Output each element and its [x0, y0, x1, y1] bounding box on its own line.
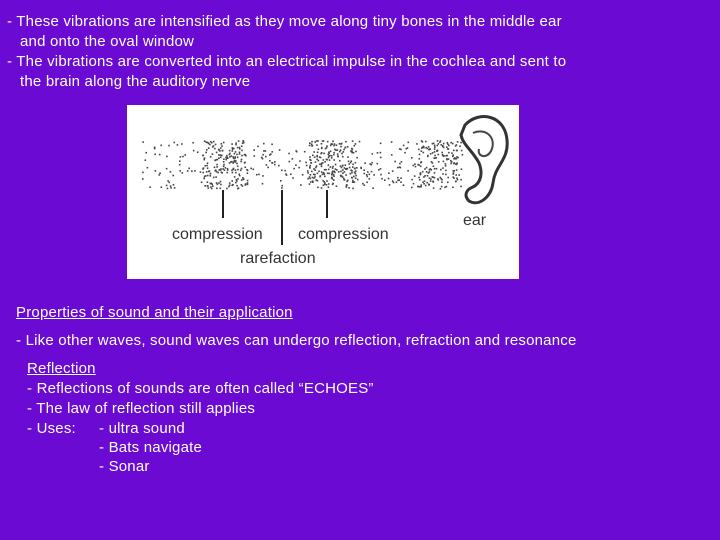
intro-line-3: - The vibrations are converted into an electrical impulse in the cochlea and sent to [7, 53, 567, 70]
reflection-point-1: - Reflections of sounds are often called “ECHOES” [27, 380, 374, 397]
use-item-2: - Bats navigate [99, 439, 203, 456]
label-ear: ear [463, 212, 487, 229]
label-compression-2: compression [298, 226, 389, 243]
sound-wave-diagram [127, 105, 519, 279]
intro-line-1: - These vibrations are intensified as they move along tiny bones in the middle ear [7, 13, 562, 30]
uses-label: - Uses: [27, 420, 76, 437]
intro-line-2: and onto the oval window [20, 33, 195, 50]
reflection-heading: Reflection [27, 360, 96, 377]
properties-summary: - Like other waves, sound waves can undergo reflection, refraction and resonance [16, 332, 577, 349]
air-particle-noise [142, 140, 463, 190]
label-rarefaction: rarefaction [240, 250, 316, 267]
intro-line-4: the brain along the auditory nerve [20, 73, 251, 90]
properties-heading: Properties of sound and their application [16, 304, 293, 321]
use-item-1: - ultra sound [99, 420, 185, 437]
reflection-point-2: - The law of reflection still applies [27, 400, 256, 417]
ear-icon [461, 117, 507, 203]
use-item-3: - Sonar [99, 458, 150, 475]
label-compression-1: compression [172, 226, 263, 243]
sound-wave-svg [127, 105, 519, 279]
